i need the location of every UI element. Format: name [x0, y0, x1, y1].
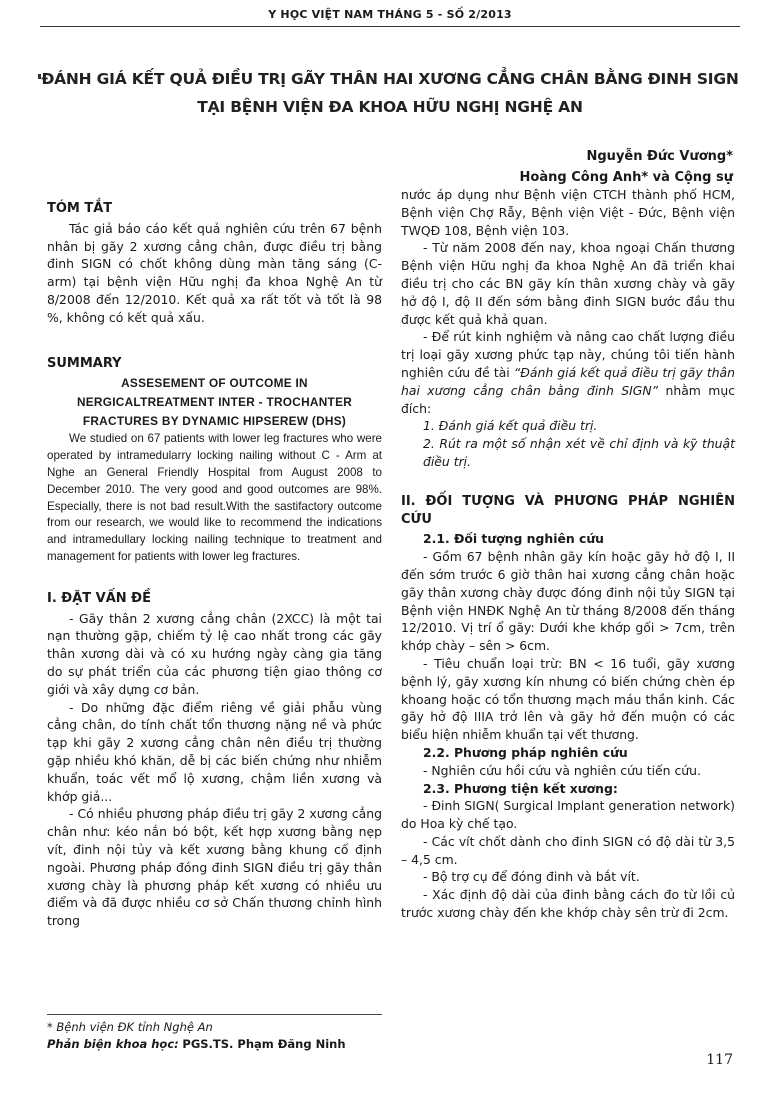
- subsection-2-2-heading: 2.2. Phương pháp nghiên cứu: [423, 744, 628, 760]
- purpose-paragraph: [401, 328, 735, 417]
- page-number: 117: [706, 1052, 733, 1068]
- objective-item: 1. Đánh giá kết quả điều trị.: [423, 418, 598, 434]
- summary-text: We studied on 67 patients with lower leg fractures who were operated by intramedularry locking nailing without C - Arm at Nghe an General Friendly Hospital from August 2008 to December 2010. The very good and good outcomes are 98%. Especially, there is not bad result.With the sastifactory outcome from our research, we would like to recommend the indications and intramedullary locking nailing technique to treatment and management for patients with lower leg fractures.: [47, 432, 382, 563]
- reviewer-note: [47, 1036, 382, 1053]
- reviewer-name: PGS.TS. Phạm Đăng Ninh: [182, 1037, 346, 1051]
- footnotes: [47, 1014, 382, 1053]
- summary-heading: SUMMARY: [47, 355, 122, 371]
- summary-block: [47, 374, 382, 565]
- header-rule: [40, 26, 740, 27]
- section-1-paragraph: - Có nhiều phương pháp điều trị gãy 2 xương cẳng chân như: kéo nắn bó bột, kết hợp xương bằng nẹp vít, đinh nội tủy và kết xương bằng khung cố định ngoài. Phương pháp đóng đinh SIGN điều trị gãy thân xương chày là phương pháp kết xương có nhiều ưu điểm và đã được nhiều cơ sở Chấn thương chỉnh hình trong: [47, 806, 382, 929]
- running-header: Y HỌC VIỆT NAM THÁNG 5 - SỐ 2/2013: [268, 8, 512, 21]
- author-list: [520, 146, 733, 188]
- summary-title-line-1: ASSESEMENT OF OUTCOME IN: [121, 376, 308, 391]
- intro-paragraph: - Từ năm 2008 đến nay, khoa ngoại Chấn thương Bệnh viện Hữu nghị đa khoa Nghệ An đã triển khai điều trị cho các BN gãy kín thân xương chày và gãy hở độ I, độ II đến sớm bằng đinh SIGN bước đầu thu được kết quả khả quan.: [401, 240, 735, 327]
- right-column: [401, 186, 735, 922]
- subsection-2-3-item: - Các vít chốt dành cho đinh SIGN có độ dài từ 3,5 – 4,5 cm.: [401, 833, 735, 867]
- author-2: Hoàng Công Anh* và Cộng sự: [519, 170, 733, 185]
- article-title-line-1: ĐÁNH GIÁ KẾT QUẢ ĐIỀU TRỊ GÃY THÂN HAI XƯƠNG CẲNG CHÂN BẰNG ĐINH SIGN: [41, 70, 739, 88]
- subsection-2-3-item: - Xác định độ dài của đinh bằng cách đo từ lồi củ trước xương chày đến khe khớp chày sên trừ đi 2cm.: [401, 887, 735, 921]
- summary-title-line-2: NERGICALTREATMENT INTER - TROCHANTER: [76, 395, 353, 410]
- subsection-2-1-paragraph: - Tiêu chuẩn loại trừ: BN < 16 tuổi, gãy xương bệnh lý, gãy xương kín nhưng có biến chứng chèn ép khoang hoặc có tổn thương mạch máu thần kinh. Các gãy hở độ IIIA trở lên và gãy hở đến muộn có các biểu hiện nhiễm khuẩn tại vết thương.: [401, 655, 735, 743]
- reviewer-label: Phản biện khoa học:: [47, 1037, 179, 1051]
- continued-paragraph: nước áp dụng như Bệnh viện CTCH thành phố HCM, Bệnh viện Chợ Rẫy, Bệnh viện Việt - Đức, Bệnh viện TWQĐ 108, Bệnh viện 103.: [401, 187, 735, 238]
- section-2-heading: II. ĐỐI TƯỢNG VÀ PHƯƠNG PHÁP NGHIÊN CỨU: [401, 493, 735, 527]
- section-1-heading: I. ĐẶT VẤN ĐỀ: [47, 590, 151, 606]
- author-1: Nguyễn Đức Vương*: [586, 149, 733, 164]
- subsection-2-1-paragraph: - Gồm 67 bệnh nhân gãy kín hoặc gãy hở độ I, II đến sớm trước 6 giờ thân hai xương cẳng chân hoặc gãy thân xương chày được đóng đinh nội tủy SIGN tại Bệnh viện HNĐK Nghệ An từ tháng 8/2008 đến tháng 12/2010. Vị trí ổ gãy: Dưới khe khớp gối > 7cm, trên khớp chày – sên > 6cm.: [401, 549, 735, 654]
- tom-tat-text: Tác giả báo cáo kết quả nghiên cứu trên 67 bệnh nhân bị gãy 2 xương cẳng chân, được điều trị bằng đinh SIGN có chốt không dùng màn tăng sáng (C- arm) tại bệnh viện Hữu nghị đa khoa Nghệ An từ 8/2008 đến 12/2010. Kết quả xa rất tốt và tốt là 98 %, không có kết quả xấu.: [47, 220, 382, 325]
- left-column: [47, 200, 382, 930]
- objective-item: 2. Rút ra một số nhận xét về chỉ định và kỹ thuật điều trị.: [423, 436, 735, 469]
- subsection-2-3-item: - Bộ trợ cụ để đóng đinh và bắt vít.: [423, 869, 640, 885]
- article-title-line-2: TẠI BỆNH VIỆN ĐA KHOA HỮU NGHỊ NGHỆ AN: [197, 98, 583, 116]
- section-1-paragraph: - Do những đặc điểm riêng về giải phẫu vùng cẳng chân, do tính chất tổn thương nặng nề và phức tạp khi gãy 2 xương cẳng chân nên điều trị thường gặp nhiều khó khăn, dễ bị các biến chứng như nhiễm khuẩn, toác vết mổ lộ xương, chậm liền xương và khớp giả...: [47, 699, 382, 804]
- summary-title-line-3: FRACTURES BY DYNAMIC HIPSEREW (DHS): [82, 414, 347, 429]
- affiliation-note: * Bệnh viện ĐK tỉnh Nghệ An: [47, 1020, 213, 1034]
- section-1-paragraph: - Gãy thân 2 xương cẳng chân (2XCC) là một tai nạn thường gặp, chiếm tỷ lệ cao nhất trong các gãy thân xương dài và có xu hướng ngày càng gia tăng do sự phát triển của các phương tiện giao thông cơ giới và xây dựng cơ bản.: [47, 610, 382, 697]
- purpose-lead: - Để rút kinh nghiệm và nâng cao chất lượng điều trị loại gãy xương phức tạp này, chúng tôi tiến hành nghiên cứu đề tài: [401, 329, 735, 380]
- subsection-2-2-paragraph: - Nghiên cứu hồi cứu và nghiên cứu tiến cứu.: [423, 762, 701, 778]
- study-title-quote: “Đánh giá kết quả điều trị gãy thân hai xương cẳng chân bằng đinh SIGN”: [401, 364, 735, 398]
- purpose-tail: nhằm mục đích:: [401, 382, 736, 416]
- subsection-2-3-heading: 2.3. Phương tiện kết xương:: [423, 780, 618, 796]
- tom-tat-heading: TÓM TẮT: [47, 201, 113, 216]
- subsection-2-1-heading: 2.1. Đối tượng nghiên cứu: [423, 531, 604, 547]
- subsection-2-3-item: - Đinh SIGN( Surgical Implant generation network) do Hoa kỳ chế tạo.: [401, 798, 735, 832]
